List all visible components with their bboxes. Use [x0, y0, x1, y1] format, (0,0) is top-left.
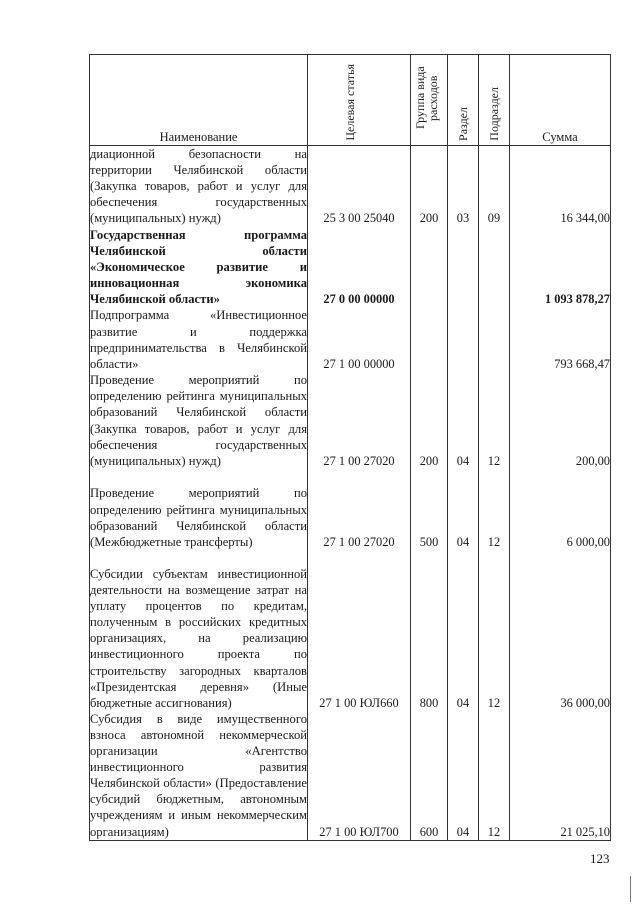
row-code: 27 1 00 ЮЛ700 — [308, 711, 411, 840]
row-code: 27 1 00 27020 — [308, 469, 411, 550]
row-subsection: 12 — [479, 711, 510, 840]
row-name: Подпрограмма «Инвестиционное развитие и поддержка предпринимательства в Челябинской области» — [90, 308, 307, 371]
row-name: Государственная программа Челябинской области «Экономическое развитие и инновационная экономика Челябинской области» — [90, 228, 307, 307]
row-subsection: 09 — [479, 146, 510, 227]
table-row — [90, 226, 611, 307]
row-code: 27 1 00 00000 — [308, 307, 411, 371]
row-group: 200 — [411, 372, 448, 469]
header-section: Раздел — [448, 55, 479, 146]
header-amount: Сумма — [510, 55, 611, 146]
row-amount: 6 000,00 — [510, 469, 611, 550]
row-group: 800 — [411, 550, 448, 711]
row-section: 04 — [448, 372, 479, 469]
row-amount: 1 093 878,27 — [510, 226, 611, 307]
row-amount: 36 000,00 — [510, 550, 611, 711]
row-section: 04 — [448, 550, 479, 711]
row-section — [448, 226, 479, 307]
row-code: 27 1 00 ЮЛ660 — [308, 550, 411, 711]
row-name: Проведение мероприятий по определению рейтинга муниципальных образований Челябинской области (Межбюджетные трансферты) — [90, 469, 308, 550]
row-subsection: 12 — [479, 469, 510, 550]
row-code: 25 3 00 25040 — [308, 146, 411, 227]
row-code: 27 1 00 27020 — [308, 372, 411, 469]
header-expense-group: Группа вида расходов — [411, 55, 448, 146]
table-row — [90, 372, 611, 469]
row-name: Субсидия в виде имущественного взноса автономной некоммерческой организации «Агентство инвестиционного развития Челябинской области» (Предоставление субсидий бюджетным, автономным учреждениям и иным некоммерческим организациям) — [90, 711, 307, 839]
row-name: Проведение мероприятий по определению рейтинга муниципальных образований Челябинской области (Закупка товаров, работ и услуг для обеспечения государственных (муниципальных) нужд) — [90, 373, 307, 468]
row-group: 500 — [411, 469, 448, 550]
row-section — [448, 307, 479, 371]
budget-table — [89, 54, 611, 841]
row-section: 03 — [448, 146, 479, 227]
row-code: 27 0 00 00000 — [308, 226, 411, 307]
row-group — [411, 307, 448, 371]
row-amount: 21 025,10 — [510, 711, 611, 840]
header-name: Наименование — [90, 55, 308, 146]
row-name: диационной безопасности на территории Челябинской области (Закупка товаров, работ и услуг для обеспечения государственных (муниципальных) нужд) — [90, 147, 307, 226]
row-group: 600 — [411, 711, 448, 840]
row-section: 04 — [448, 469, 479, 550]
row-subsection — [479, 307, 510, 371]
row-section: 04 — [448, 711, 479, 840]
page-number: 123 — [590, 851, 610, 866]
table-row — [90, 146, 611, 227]
row-subsection — [479, 226, 510, 307]
header-subsection: Подраздел — [479, 55, 510, 146]
row-amount: 793 668,47 — [510, 307, 611, 371]
table-row — [90, 307, 611, 371]
row-group — [411, 226, 448, 307]
table-row — [90, 469, 611, 550]
header-target-article: Целевая статья — [308, 55, 411, 146]
table-row — [90, 550, 611, 711]
scan-edge-line — [630, 876, 631, 902]
table-header-row — [90, 55, 611, 146]
row-amount: 200,00 — [510, 372, 611, 469]
row-amount: 16 344,00 — [510, 146, 611, 227]
row-subsection: 12 — [479, 550, 510, 711]
row-name: Субсидии субъектам инвестиционной деятельности на возмещение затрат на уплату процентов по кредитам, полученным в российских кредитных организациях, на реализацию инвестиционного проекта по строительству загородных кварталов «Президентская деревня» (Иные бюджетные ассигнования) — [90, 550, 308, 711]
row-subsection: 12 — [479, 372, 510, 469]
table-row — [90, 711, 611, 840]
row-group: 200 — [411, 146, 448, 227]
